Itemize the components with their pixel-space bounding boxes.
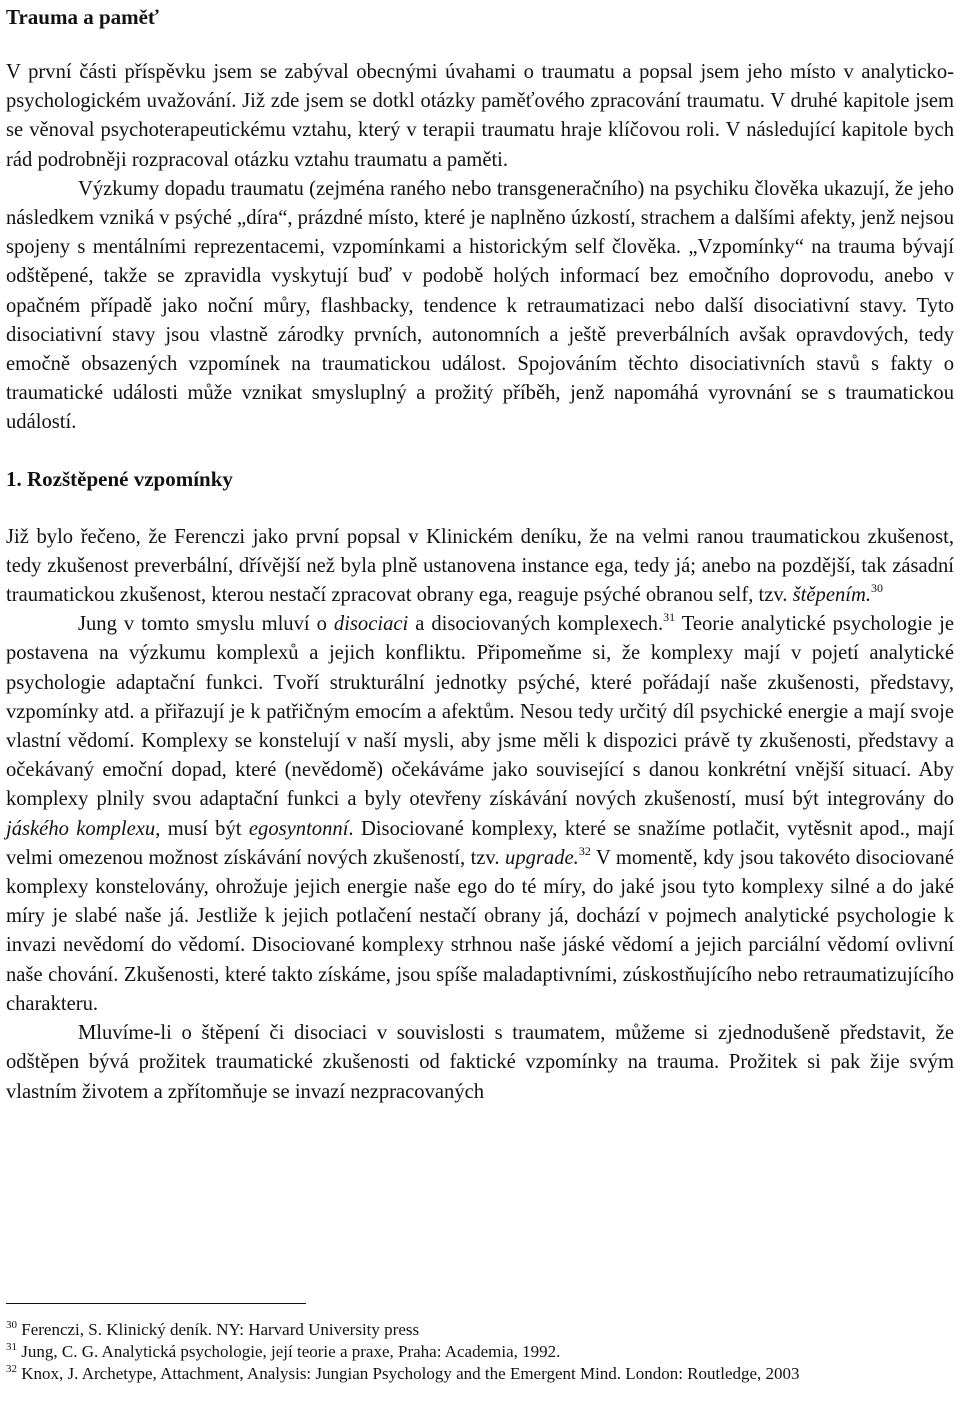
footnote-30 <box>6 1319 954 1341</box>
italic-term: egosyntonní <box>248 817 349 840</box>
document-page <box>6 0 954 1107</box>
footnote-number: 30 <box>6 1319 17 1331</box>
section-paragraph-2 <box>6 610 954 1019</box>
text-run: . Disociované komplexy, které se snažíme potlačit, vytěsnit apod., mají velmi omezenou možnost získávání nových zkušeností, tzv. <box>6 817 954 869</box>
footnote-number: 31 <box>6 1341 17 1353</box>
text-run: Jung v tomto smyslu mluví o <box>78 613 334 636</box>
footnote-31 <box>6 1341 954 1363</box>
intro-paragraph-2: Výzkumy dopadu traumatu (zejména raného nebo transgeneračního) na psychiku člověka ukazují, že jeho následkem vzniká v psýché „díra“, prázdné místo, které je naplněno úzkostí, strachem a dalšími afekty, jenž nejsou spojeny s mentálními reprezentacemi, vzpomínkami a historickým self člověka. „Vzpomínky“ na trauma bývají odštěpené, takže se zpravidla vyskytují buď v podobě holých informací bez emočního doprovodu, anebo v opačném případě jako noční můry, flashbacky, tendence k retraumatizaci nebo další disociativní stavy. Tyto disociativní stavy jsou vlastně zárodky prvních, autonomních a ještě preverbálních avšak opravdových, tedy emočně obsazených vzpomínek na traumatickou událost. Spojováním těchto disociativních stavů s fakty o traumatické události může vznikat smysluplný a prožitý příběh, jenž napomáhá vyrovnání se s traumatickou událostí. <box>6 177 954 434</box>
intro-paragraph-1: V první části příspěvku jsem se zabýval obecnými úvahami o traumatu a popsal jsem jeho místo v analyticko-psychologickém uvažování. Již zde jsem se dotkl otázky paměťového zpracování traumatu. V druhé kapitole jsem se věnoval psychoterapeutickému vztahu, který v terapii traumatu hraje klíčovou roli. V následující kapitole bych rád podrobněji rozpracoval otázku vztahu traumatu a paměti. <box>6 61 954 171</box>
italic-term: štěpením. <box>792 584 872 607</box>
text-run: V momentě, kdy jsou takovéto disociované komplexy konstelovány, ohrožuje jejich energie naše ego do té míry, do jaké jsou tyto komplexy silné a do jaké míry je slabé naše já. Jestliže k jejich potlačení nestačí obrany já, dochází v pojmech analytické psychologie k invazi nevědomí do vědomí. Disociované komplexy strhnou naše jáské vědomí a jejich parciální vědomí ovlivní naše chování. Zkušenosti, které takto získáme, jsou spíše maladaptivními, zúskostňujícího nebo retraumatizujícího charakteru. <box>6 846 954 1015</box>
italic-term: disociaci <box>333 613 409 636</box>
footnote-32 <box>6 1363 954 1385</box>
footnote-ref-30[interactable]: 30 <box>871 581 884 596</box>
section-paragraph-3: Mluvíme-li o štěpení či disociaci v souvislosti s traumatem, můžeme si zjednodušeně představit, že odštěpen bývá prožitek traumatické zkušenosti od faktické vzpomínky na trauma. Prožitek si pak žije svým vlastním životem a zpřítomňuje se invazí nezpracovaných <box>6 1022 954 1103</box>
footnote-text: Knox, J. Archetype, Attachment, Analysis: Jungian Psychology and the Emergent Mind. London: Routledge, 2003 <box>21 1364 800 1383</box>
footnote-text: Jung, C. G. Analytická psychologie, její teorie a praxe, Praha: Academia, 1992. <box>21 1342 561 1361</box>
text-run: Teorie analytické psychologie je postavena na výzkumu komplexů a jejich konfliktu. Připomeňme si, že komplexy mají v pojetí analytické psychologie adaptační funkci. Tvoří strukturální jednotky psýché, které pořádají naše zkušenosti, představy, vzpomínky atd. a přiřazují je k patřičným emocím a afektům. Nesou tedy určitý díl psychické energie a mají svoje vlastní vědomí. Komplexy se konstelují v naší mysli, aby jsme měli k dispozici právě ty zkušenosti, představy a očekávaný emoční dopad, které (nevědomě) očekáváme jako související s danou konkrétní vnější situací. Aby komplexy plnily svou adaptační funkci a byly otevřeny získávání nových zkušeností, musí být integrovány do <box>6 613 954 811</box>
italic-term: jáského komplexu <box>6 817 156 840</box>
footnote-separator <box>6 1303 306 1304</box>
footnote-ref-31[interactable]: 31 <box>663 610 676 625</box>
footnote-text: Ferenczi, S. Klinický deník. NY: Harvard University press <box>21 1320 420 1339</box>
document-title: Trauma a paměť <box>6 5 159 29</box>
italic-term: upgrade. <box>505 846 579 869</box>
footnote-number: 32 <box>6 1363 17 1375</box>
footnotes <box>6 1319 954 1385</box>
section-paragraph-1 <box>6 523 954 611</box>
text-run: , musí být <box>155 817 249 840</box>
section-heading: 1. Rozštěpené vzpomínky <box>6 466 233 491</box>
text-run: a disociovaných komplexech. <box>408 613 664 636</box>
footnote-ref-32[interactable]: 32 <box>578 843 591 858</box>
text-run: Již bylo řečeno, že Ferenczi jako první popsal v Klinickém deníku, že na velmi ranou traumatickou zkušenost, tedy zkušenost preverbální, dřívější než byla plně ustanovena instance ega, tedy já; anebo na pozdější, tak zásadní traumatickou zkušenost, kterou nestačí zpracovat obrany ega, reaguje psýché obranou self, tzv. <box>6 525 954 607</box>
